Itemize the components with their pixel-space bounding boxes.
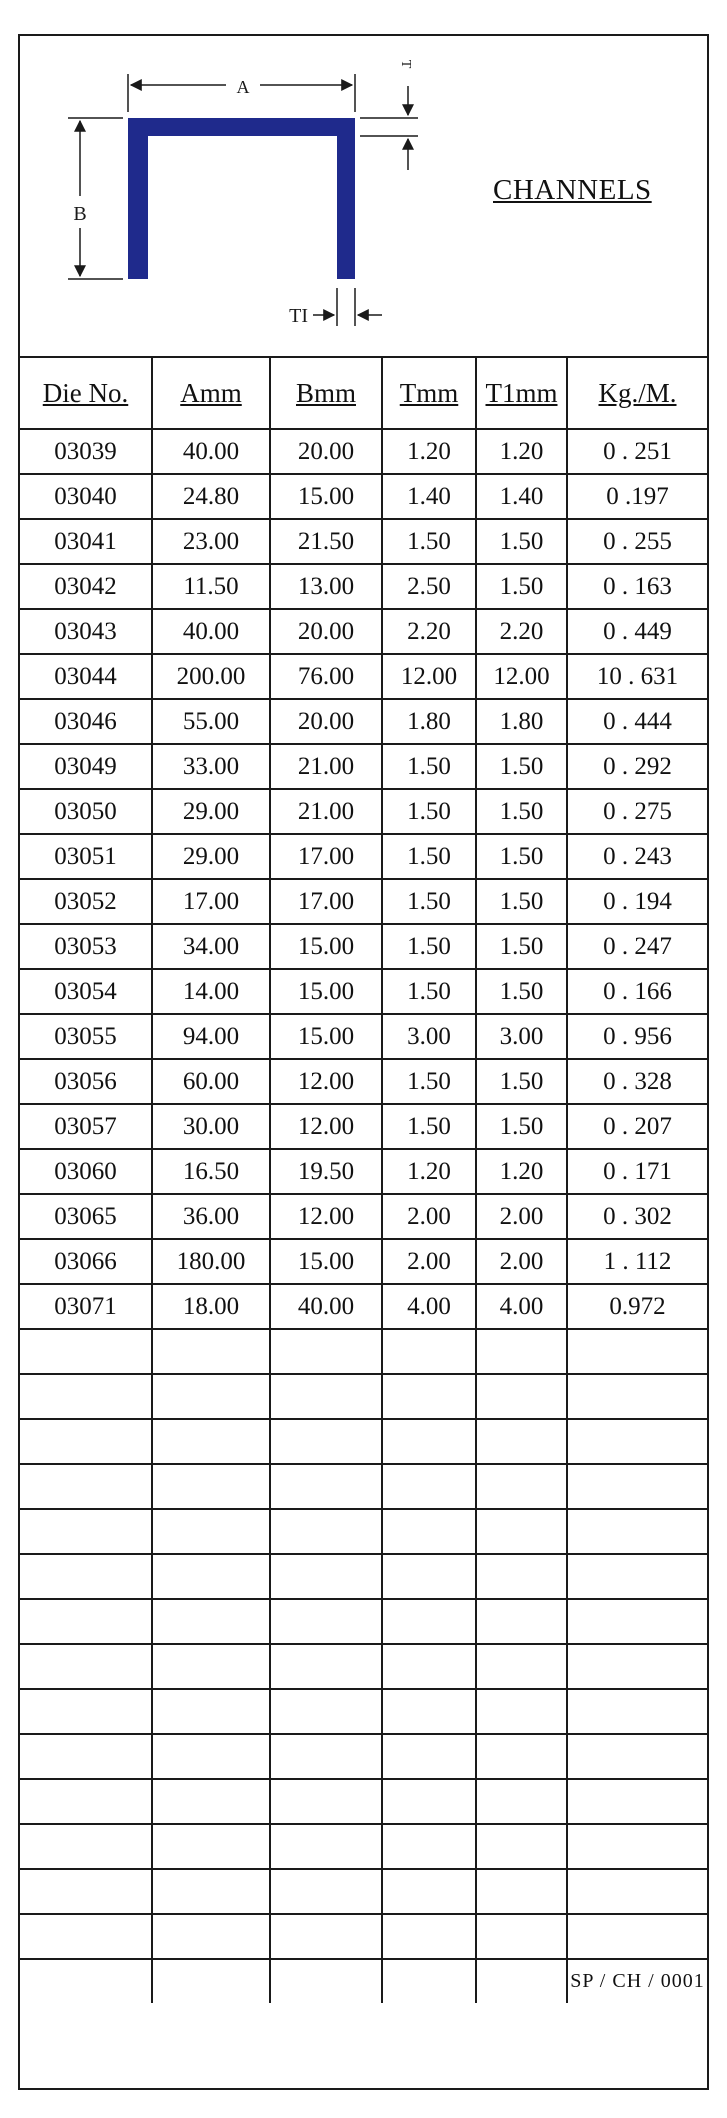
die-number-cell: 03071: [20, 1284, 152, 1329]
empty-cell: [382, 1374, 476, 1419]
a-mm-cell: 17.00: [152, 879, 270, 924]
t1-mm-cell: 1.50: [476, 969, 567, 1014]
die-number-cell: 03055: [20, 1014, 152, 1059]
kg-per-m-cell: 0 . 243: [567, 834, 707, 879]
empty-cell: [152, 1914, 270, 1959]
empty-cell: [567, 1824, 707, 1869]
b-mm-cell: 12.00: [270, 1194, 382, 1239]
t1-mm-cell: 1.50: [476, 924, 567, 969]
empty-cell: [476, 1779, 567, 1824]
empty-cell: [567, 1509, 707, 1554]
b-mm-cell: 76.00: [270, 654, 382, 699]
table-row: [20, 609, 707, 654]
t1-mm-cell: 12.00: [476, 654, 567, 699]
empty-cell: [270, 1734, 382, 1779]
a-mm-cell: 60.00: [152, 1059, 270, 1104]
empty-cell: [152, 1329, 270, 1374]
empty-cell: [476, 1599, 567, 1644]
table-row: [20, 1149, 707, 1194]
dimension-t1-label: TI: [289, 305, 308, 327]
b-mm-cell: 17.00: [270, 834, 382, 879]
column-header-t1-mm: T1mm: [476, 358, 567, 429]
empty-cell: [152, 1374, 270, 1419]
empty-table-row: [20, 1689, 707, 1734]
table-row: [20, 519, 707, 564]
empty-cell: [270, 1509, 382, 1554]
column-header-t-mm: Tmm: [382, 358, 476, 429]
a-mm-cell: 24.80: [152, 474, 270, 519]
empty-table-row: [20, 1419, 707, 1464]
empty-cell: [270, 1554, 382, 1599]
b-mm-cell: 12.00: [270, 1059, 382, 1104]
empty-table-row: [20, 1779, 707, 1824]
empty-cell: [476, 1869, 567, 1914]
empty-cell: [382, 1554, 476, 1599]
t-mm-cell: 2.20: [382, 609, 476, 654]
b-mm-cell: 13.00: [270, 564, 382, 609]
die-number-cell: 03044: [20, 654, 152, 699]
kg-per-m-cell: 0 . 255: [567, 519, 707, 564]
kg-per-m-cell: 0 . 207: [567, 1104, 707, 1149]
a-mm-cell: 14.00: [152, 969, 270, 1014]
column-header-a-mm: Amm: [152, 358, 270, 429]
die-number-cell: 03052: [20, 879, 152, 924]
empty-cell: [270, 1644, 382, 1689]
empty-table-row: [20, 1869, 707, 1914]
dimension-b-label: B: [73, 203, 87, 225]
t1-mm-cell: 1.50: [476, 564, 567, 609]
t-mm-cell: 1.50: [382, 1059, 476, 1104]
t1-mm-cell: 1.20: [476, 429, 567, 474]
a-mm-cell: 180.00: [152, 1239, 270, 1284]
die-number-cell: 03065: [20, 1194, 152, 1239]
b-mm-cell: 19.50: [270, 1149, 382, 1194]
empty-cell: [20, 1554, 152, 1599]
empty-cell: [270, 1914, 382, 1959]
a-mm-cell: 29.00: [152, 834, 270, 879]
empty-cell: [20, 1374, 152, 1419]
b-mm-cell: 15.00: [270, 1014, 382, 1059]
empty-cell: [476, 1419, 567, 1464]
a-mm-cell: 94.00: [152, 1014, 270, 1059]
kg-per-m-cell: 0 . 194: [567, 879, 707, 924]
t-mm-cell: 1.20: [382, 429, 476, 474]
kg-per-m-cell: 0 . 449: [567, 609, 707, 654]
empty-cell: [382, 1644, 476, 1689]
empty-cell: [476, 1509, 567, 1554]
t-mm-cell: 2.50: [382, 564, 476, 609]
table-row: [20, 789, 707, 834]
b-mm-cell: 15.00: [270, 924, 382, 969]
empty-cell: [382, 1959, 476, 2003]
empty-cell: [270, 1689, 382, 1734]
empty-table-row: [20, 1509, 707, 1554]
b-mm-cell: 40.00: [270, 1284, 382, 1329]
t-mm-cell: 1.20: [382, 1149, 476, 1194]
dimension-a-label: A: [236, 77, 250, 97]
t-mm-cell: 2.00: [382, 1239, 476, 1284]
t1-mm-cell: 2.00: [476, 1239, 567, 1284]
empty-cell: [476, 1959, 567, 2003]
t-mm-cell: 3.00: [382, 1014, 476, 1059]
empty-cell: [152, 1869, 270, 1914]
column-header-die-no: Die No.: [20, 358, 152, 429]
kg-per-m-cell: 0 . 275: [567, 789, 707, 834]
table-row: [20, 1059, 707, 1104]
empty-cell: [20, 1869, 152, 1914]
die-number-cell: 03046: [20, 699, 152, 744]
empty-cell: [20, 1464, 152, 1509]
kg-per-m-cell: 0 . 302: [567, 1194, 707, 1239]
die-number-cell: 03050: [20, 789, 152, 834]
table-row: [20, 699, 707, 744]
die-number-cell: 03039: [20, 429, 152, 474]
empty-table-row: [20, 1329, 707, 1374]
die-number-cell: 03051: [20, 834, 152, 879]
die-number-cell: 03066: [20, 1239, 152, 1284]
t-mm-cell: 1.50: [382, 924, 476, 969]
empty-cell: [382, 1824, 476, 1869]
section-title: CHANNELS: [493, 174, 652, 206]
empty-cell: [382, 1869, 476, 1914]
empty-cell: [152, 1599, 270, 1644]
empty-cell: [476, 1689, 567, 1734]
die-number-cell: 03056: [20, 1059, 152, 1104]
a-mm-cell: 200.00: [152, 654, 270, 699]
b-mm-cell: 20.00: [270, 699, 382, 744]
empty-cell: [152, 1644, 270, 1689]
table-row: [20, 474, 707, 519]
a-mm-cell: 23.00: [152, 519, 270, 564]
empty-table-row: [20, 1959, 707, 2003]
empty-cell: [270, 1824, 382, 1869]
kg-per-m-cell: 0 . 166: [567, 969, 707, 1014]
empty-cell: [476, 1824, 567, 1869]
empty-cell: [152, 1734, 270, 1779]
t1-mm-cell: 2.00: [476, 1194, 567, 1239]
die-number-cell: 03060: [20, 1149, 152, 1194]
empty-cell: [382, 1599, 476, 1644]
kg-per-m-cell: 0 . 328: [567, 1059, 707, 1104]
t1-mm-cell: 1.80: [476, 699, 567, 744]
empty-cell: [152, 1419, 270, 1464]
empty-cell: [152, 1779, 270, 1824]
kg-per-m-cell: 10 . 631: [567, 654, 707, 699]
empty-cell: [270, 1374, 382, 1419]
a-mm-cell: 18.00: [152, 1284, 270, 1329]
empty-cell: [382, 1914, 476, 1959]
empty-cell: [152, 1554, 270, 1599]
die-number-cell: 03057: [20, 1104, 152, 1149]
t-mm-cell: 1.50: [382, 744, 476, 789]
empty-table-row: [20, 1464, 707, 1509]
kg-per-m-cell: 0.972: [567, 1284, 707, 1329]
die-number-cell: 03041: [20, 519, 152, 564]
empty-cell: [567, 1329, 707, 1374]
table-row: [20, 1014, 707, 1059]
column-header-kg-per-m: Kg./M.: [567, 358, 707, 429]
a-mm-cell: 36.00: [152, 1194, 270, 1239]
b-mm-cell: 15.00: [270, 1239, 382, 1284]
die-dimensions-table: [20, 358, 707, 2003]
b-mm-cell: 15.00: [270, 969, 382, 1014]
t1-mm-cell: 1.50: [476, 834, 567, 879]
t-mm-cell: 1.40: [382, 474, 476, 519]
empty-cell: [476, 1374, 567, 1419]
die-number-cell: 03040: [20, 474, 152, 519]
empty-cell: [567, 1779, 707, 1824]
b-mm-cell: 17.00: [270, 879, 382, 924]
empty-cell: [20, 1959, 152, 2003]
empty-table-row: [20, 1599, 707, 1644]
a-mm-cell: 55.00: [152, 699, 270, 744]
empty-cell: [152, 1509, 270, 1554]
empty-cell: [20, 1599, 152, 1644]
t-mm-cell: 1.50: [382, 519, 476, 564]
empty-table-row: [20, 1824, 707, 1869]
empty-cell: [567, 1464, 707, 1509]
empty-cell: [20, 1779, 152, 1824]
empty-cell: [20, 1329, 152, 1374]
empty-table-row: [20, 1914, 707, 1959]
t1-mm-cell: 4.00: [476, 1284, 567, 1329]
table-row: [20, 1194, 707, 1239]
t1-mm-cell: 1.50: [476, 519, 567, 564]
empty-cell: [382, 1329, 476, 1374]
empty-cell: [270, 1464, 382, 1509]
empty-cell: [152, 1689, 270, 1734]
b-mm-cell: 21.00: [270, 789, 382, 834]
table-row: [20, 924, 707, 969]
channel-profile-shape: [128, 118, 355, 279]
empty-table-row: [20, 1554, 707, 1599]
t-mm-cell: 1.50: [382, 969, 476, 1014]
t1-mm-cell: 1.40: [476, 474, 567, 519]
empty-table-row: [20, 1734, 707, 1779]
empty-cell: [382, 1734, 476, 1779]
a-mm-cell: 11.50: [152, 564, 270, 609]
t-mm-cell: 1.50: [382, 834, 476, 879]
table-row: [20, 564, 707, 609]
a-mm-cell: 33.00: [152, 744, 270, 789]
empty-cell: [567, 1689, 707, 1734]
kg-per-m-cell: 0 . 956: [567, 1014, 707, 1059]
b-mm-cell: 20.00: [270, 429, 382, 474]
empty-cell: [567, 1374, 707, 1419]
empty-cell: [270, 1329, 382, 1374]
a-mm-cell: 29.00: [152, 789, 270, 834]
channel-profile-diagram: [20, 36, 440, 356]
t1-mm-cell: 2.20: [476, 609, 567, 654]
empty-cell: [152, 1464, 270, 1509]
empty-cell: [476, 1464, 567, 1509]
empty-cell: [567, 1419, 707, 1464]
empty-cell: [382, 1419, 476, 1464]
kg-per-m-cell: 0 . 292: [567, 744, 707, 789]
die-number-cell: 03053: [20, 924, 152, 969]
t1-mm-cell: 1.50: [476, 789, 567, 834]
t1-mm-cell: 3.00: [476, 1014, 567, 1059]
table-row: [20, 654, 707, 699]
a-mm-cell: 30.00: [152, 1104, 270, 1149]
empty-cell: [476, 1554, 567, 1599]
empty-table-row: [20, 1644, 707, 1689]
t-mm-cell: 1.50: [382, 789, 476, 834]
empty-cell: [476, 1329, 567, 1374]
table-row: [20, 879, 707, 924]
table-header-row: [20, 358, 707, 429]
a-mm-cell: 16.50: [152, 1149, 270, 1194]
t-mm-cell: 2.00: [382, 1194, 476, 1239]
empty-table-row: [20, 1374, 707, 1419]
empty-cell: [567, 1554, 707, 1599]
a-mm-cell: 34.00: [152, 924, 270, 969]
empty-cell: [567, 1914, 707, 1959]
t1-mm-cell: 1.20: [476, 1149, 567, 1194]
empty-cell: [382, 1464, 476, 1509]
kg-per-m-cell: 0 . 163: [567, 564, 707, 609]
t1-mm-cell: 1.50: [476, 1104, 567, 1149]
t-mm-cell: 1.50: [382, 879, 476, 924]
empty-cell: [20, 1824, 152, 1869]
b-mm-cell: 20.00: [270, 609, 382, 654]
empty-cell: [382, 1689, 476, 1734]
table-row: [20, 744, 707, 789]
table-body: [20, 429, 707, 2003]
empty-cell: [20, 1419, 152, 1464]
empty-cell: [270, 1599, 382, 1644]
empty-cell: [270, 1779, 382, 1824]
t-mm-cell: 12.00: [382, 654, 476, 699]
a-mm-cell: 40.00: [152, 429, 270, 474]
t-mm-cell: 4.00: [382, 1284, 476, 1329]
b-mm-cell: 12.00: [270, 1104, 382, 1149]
b-mm-cell: 21.00: [270, 744, 382, 789]
header-panel: [20, 36, 707, 358]
dimension-t-label: T: [398, 59, 413, 69]
column-header-b-mm: Bmm: [270, 358, 382, 429]
empty-cell: [20, 1734, 152, 1779]
table-row: [20, 1104, 707, 1149]
empty-cell: [567, 1644, 707, 1689]
empty-cell: [382, 1779, 476, 1824]
empty-cell: [270, 1959, 382, 2003]
table-row: [20, 1239, 707, 1284]
t-mm-cell: 1.80: [382, 699, 476, 744]
empty-cell: [567, 1734, 707, 1779]
empty-cell: [20, 1689, 152, 1734]
empty-cell: [476, 1914, 567, 1959]
empty-cell: [152, 1959, 270, 2003]
die-number-cell: 03049: [20, 744, 152, 789]
kg-per-m-cell: 1 . 112: [567, 1239, 707, 1284]
empty-cell: [382, 1509, 476, 1554]
kg-per-m-cell: 0 . 251: [567, 429, 707, 474]
die-number-cell: 03043: [20, 609, 152, 654]
t-mm-cell: 1.50: [382, 1104, 476, 1149]
kg-per-m-cell: 0 . 171: [567, 1149, 707, 1194]
die-number-cell: 03054: [20, 969, 152, 1014]
empty-cell: [20, 1914, 152, 1959]
t1-mm-cell: 1.50: [476, 1059, 567, 1104]
table-row: [20, 969, 707, 1014]
channels-data-sheet: [18, 34, 709, 2090]
table-row: [20, 834, 707, 879]
die-number-cell: 03042: [20, 564, 152, 609]
t1-mm-cell: 1.50: [476, 744, 567, 789]
kg-per-m-cell: 0 . 247: [567, 924, 707, 969]
table-row: [20, 429, 707, 474]
empty-cell: [476, 1734, 567, 1779]
b-mm-cell: 21.50: [270, 519, 382, 564]
empty-cell: [567, 1599, 707, 1644]
empty-cell: [270, 1869, 382, 1914]
b-mm-cell: 15.00: [270, 474, 382, 519]
a-mm-cell: 40.00: [152, 609, 270, 654]
sheet-code: SP / CH / 0001: [567, 1959, 707, 2003]
empty-cell: [567, 1869, 707, 1914]
kg-per-m-cell: 0 .197: [567, 474, 707, 519]
empty-cell: [20, 1644, 152, 1689]
empty-cell: [20, 1509, 152, 1554]
empty-cell: [476, 1644, 567, 1689]
kg-per-m-cell: 0 . 444: [567, 699, 707, 744]
t1-mm-cell: 1.50: [476, 879, 567, 924]
table-row: [20, 1284, 707, 1329]
empty-cell: [152, 1824, 270, 1869]
empty-cell: [270, 1419, 382, 1464]
